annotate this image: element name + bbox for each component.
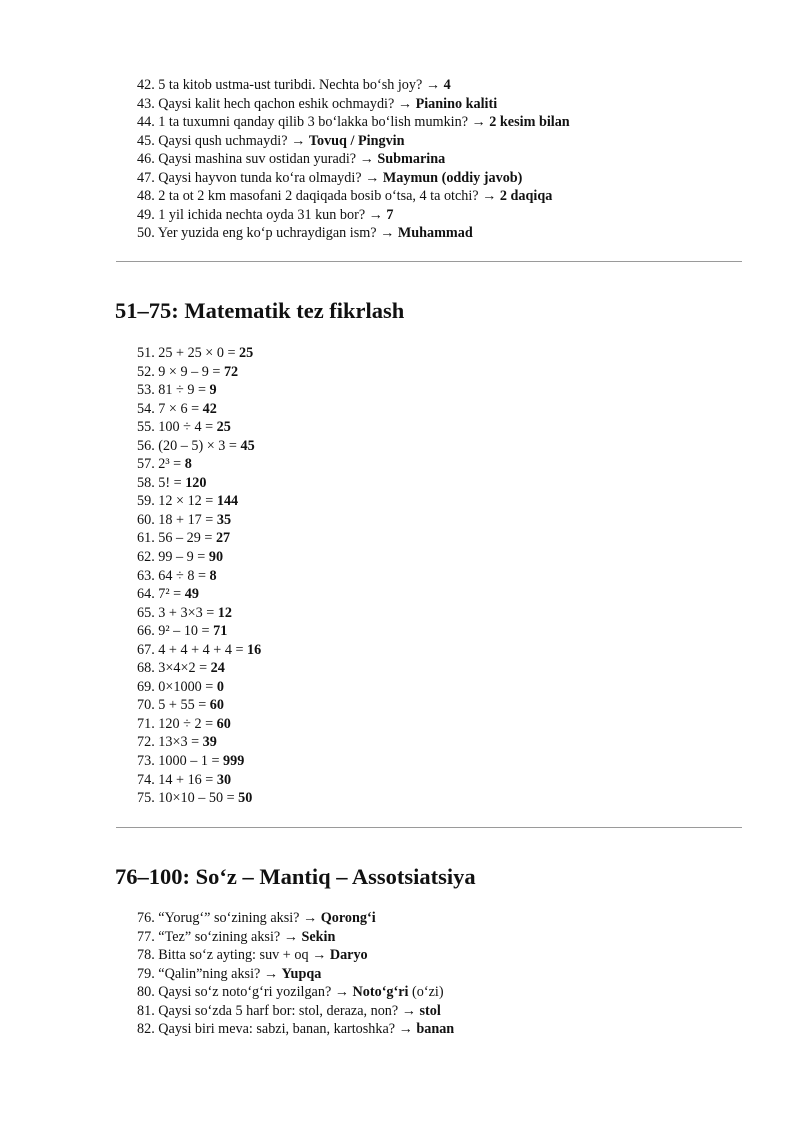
list-item — [137, 169, 570, 188]
question-text: 79. “Qalin”ning aksi? → — [137, 965, 282, 982]
question-text: 44. 1 ta tuxumni qanday qilib 3 bo‘lakka bo‘lish mumkin? → — [137, 114, 490, 131]
question-text: 65. 3 + 3×3 = — [137, 604, 218, 621]
list-item — [137, 696, 261, 715]
list-item — [137, 678, 261, 697]
section-heading-words: 76–100: So‘z – Mantiq – Assotsiatsiya — [115, 864, 476, 889]
list-item — [137, 150, 570, 169]
question-text: 45. Qaysi qush uchmaydi? → — [137, 132, 309, 149]
question-text: 70. 5 + 55 = — [137, 697, 210, 714]
question-text: 56. (20 – 5) × 3 = — [137, 437, 241, 454]
list-item — [137, 363, 261, 382]
question-text: 66. 9² – 10 = — [137, 623, 214, 640]
list-item — [137, 752, 261, 771]
answer-text: Sekin — [301, 928, 336, 945]
answer-text: 4 — [443, 77, 451, 93]
list-item — [137, 733, 261, 752]
list-item — [137, 909, 454, 928]
answer-text: 2 daqiqa — [499, 188, 553, 205]
math-list — [137, 344, 261, 808]
answer-text: banan — [416, 1021, 455, 1038]
question-text: 77. “Tez” so‘zining aksi? → — [137, 928, 302, 945]
list-item — [137, 983, 454, 1002]
list-item — [137, 622, 261, 641]
question-text: 50. Yer yuzida eng ko‘p uchraydigan ism? → — [137, 225, 398, 242]
question-text: 63. 64 ÷ 8 = — [137, 567, 210, 584]
question-text: 74. 14 + 16 = — [137, 771, 217, 788]
answer-text: 25 — [216, 419, 231, 436]
question-text: 47. Qaysi hayvon tunda ko‘ra olmaydi? → — [137, 169, 383, 186]
answer-text: 42 — [202, 400, 217, 417]
answer-text: 45 — [240, 437, 255, 454]
question-text: 48. 2 ta ot 2 km masofani 2 daqiqada bosib o‘tsa, 4 ta otchi? → — [137, 188, 500, 205]
question-text: 75. 10×10 – 50 = — [137, 790, 239, 807]
section-divider — [116, 261, 742, 262]
answer-text: 999 — [223, 753, 245, 770]
answer-text: 49 — [184, 586, 199, 603]
list-item — [137, 437, 261, 456]
answer-text: Noto‘g‘ri — [352, 984, 409, 1001]
list-item — [137, 965, 454, 984]
answer-text: 25 — [239, 345, 254, 361]
answer-text: Daryo — [329, 947, 368, 964]
question-text: 60. 18 + 17 = — [137, 511, 217, 528]
question-text: 52. 9 × 9 – 9 = — [137, 363, 224, 380]
list-item — [137, 418, 261, 437]
list-item — [137, 928, 454, 947]
list-item — [137, 132, 570, 151]
question-text: 72. 13×3 = — [137, 734, 203, 751]
question-text: 80. Qaysi so‘z noto‘g‘ri yozilgan? → — [137, 984, 353, 1001]
question-text: 62. 99 – 9 = — [137, 549, 209, 566]
answer-text: 39 — [202, 734, 217, 751]
answer-text: 9 — [209, 382, 217, 399]
answer-text: Qorong‘i — [320, 910, 376, 926]
question-text: 64. 7² = — [137, 586, 185, 603]
answer-text: 90 — [208, 549, 224, 566]
answer-text: Tovuq / Pingvin — [308, 132, 405, 149]
answer-text: 72 — [223, 363, 239, 380]
answer-text: 144 — [216, 493, 239, 510]
list-item — [137, 1002, 454, 1021]
answer-text: 8 — [209, 567, 217, 584]
list-item — [137, 604, 261, 623]
question-text: 46. Qaysi mashina suv ostidan yuradi? → — [137, 151, 378, 168]
answer-text: Maymun (oddiy javob) — [382, 169, 523, 186]
list-item — [137, 206, 570, 225]
question-text: 71. 120 ÷ 2 = — [137, 715, 217, 732]
question-text: 61. 56 – 29 = — [137, 530, 216, 547]
answer-text: Submarina — [377, 151, 446, 168]
answer-text: 8 — [184, 456, 192, 473]
question-text: 76. “Yorug‘” so‘zining aksi? → — [137, 910, 321, 926]
question-text: 68. 3×4×2 = — [137, 660, 211, 677]
answer-text: 2 kesim bilan — [489, 114, 570, 131]
question-text: 49. 1 yil ichida nechta oyda 31 kun bor? → — [137, 206, 387, 223]
question-text: 51. 25 + 25 × 0 = — [137, 345, 240, 361]
question-text: 54. 7 × 6 = — [137, 400, 203, 417]
question-text: 58. 5! = — [137, 474, 186, 491]
list-item — [137, 76, 570, 95]
list-item — [137, 548, 261, 567]
list-item — [137, 455, 261, 474]
list-item — [137, 187, 570, 206]
list-item — [137, 224, 570, 243]
list-item — [137, 585, 261, 604]
list-item — [137, 789, 261, 808]
question-text: 57. 2³ = — [137, 456, 185, 473]
question-text: 55. 100 ÷ 4 = — [137, 419, 217, 436]
answer-text: 60 — [209, 697, 224, 714]
list-item — [137, 474, 261, 493]
list-item — [137, 715, 261, 734]
list-item — [137, 659, 261, 678]
answer-text: 24 — [210, 660, 225, 677]
list-item — [137, 771, 261, 790]
answer-text: 35 — [216, 511, 232, 528]
word-logic-list — [137, 909, 454, 1039]
answer-text: 7 — [386, 206, 394, 223]
list-item — [137, 381, 261, 400]
list-item — [137, 1020, 454, 1039]
answer-text: stol — [419, 1002, 441, 1019]
list-item — [137, 492, 261, 511]
question-text: 43. Qaysi kalit hech qachon eshik ochmaydi? → — [137, 95, 416, 112]
question-text: 78. Bitta so‘z ayting: suv + oq → — [137, 947, 330, 964]
list-item — [137, 567, 261, 586]
answer-text: 12 — [217, 604, 232, 621]
answer-text: Yupqa — [281, 965, 322, 982]
list-item — [137, 641, 261, 660]
question-text: 81. Qaysi so‘zda 5 harf bor: stol, deraza, non? → — [137, 1002, 420, 1019]
question-text: 53. 81 ÷ 9 = — [137, 382, 210, 399]
list-item — [137, 529, 261, 548]
section-divider — [116, 827, 742, 828]
list-item — [137, 344, 261, 363]
answer-text: Muhammad — [397, 225, 473, 242]
list-item — [137, 946, 454, 965]
question-text: 67. 4 + 4 + 4 + 4 = — [137, 641, 248, 658]
question-text: 59. 12 × 12 = — [137, 493, 217, 510]
answer-note: (o‘zi) — [408, 984, 444, 1001]
list-item — [137, 95, 570, 114]
answer-text: 120 — [185, 474, 207, 491]
answer-text: 27 — [215, 530, 231, 547]
list-item — [137, 511, 261, 530]
answer-text: 60 — [216, 715, 231, 732]
answer-text: 0 — [216, 678, 224, 695]
answer-text: 50 — [238, 790, 253, 807]
answer-text: 71 — [213, 623, 228, 640]
question-text: 69. 0×1000 = — [137, 678, 217, 695]
answer-text: Pianino kaliti — [415, 95, 498, 112]
answer-text: 16 — [247, 641, 262, 658]
question-text: 42. 5 ta kitob ustma-ust turibdi. Nechta bo‘sh joy? → — [137, 77, 444, 93]
question-text: 82. Qaysi biri meva: sabzi, banan, kartoshka? → — [137, 1021, 417, 1038]
riddle-list — [137, 76, 570, 243]
list-item — [137, 113, 570, 132]
answer-text: 30 — [216, 771, 232, 788]
question-text: 73. 1000 – 1 = — [137, 753, 224, 770]
list-item — [137, 400, 261, 419]
section-heading-math: 51–75: Matematik tez fikrlash — [115, 298, 405, 323]
